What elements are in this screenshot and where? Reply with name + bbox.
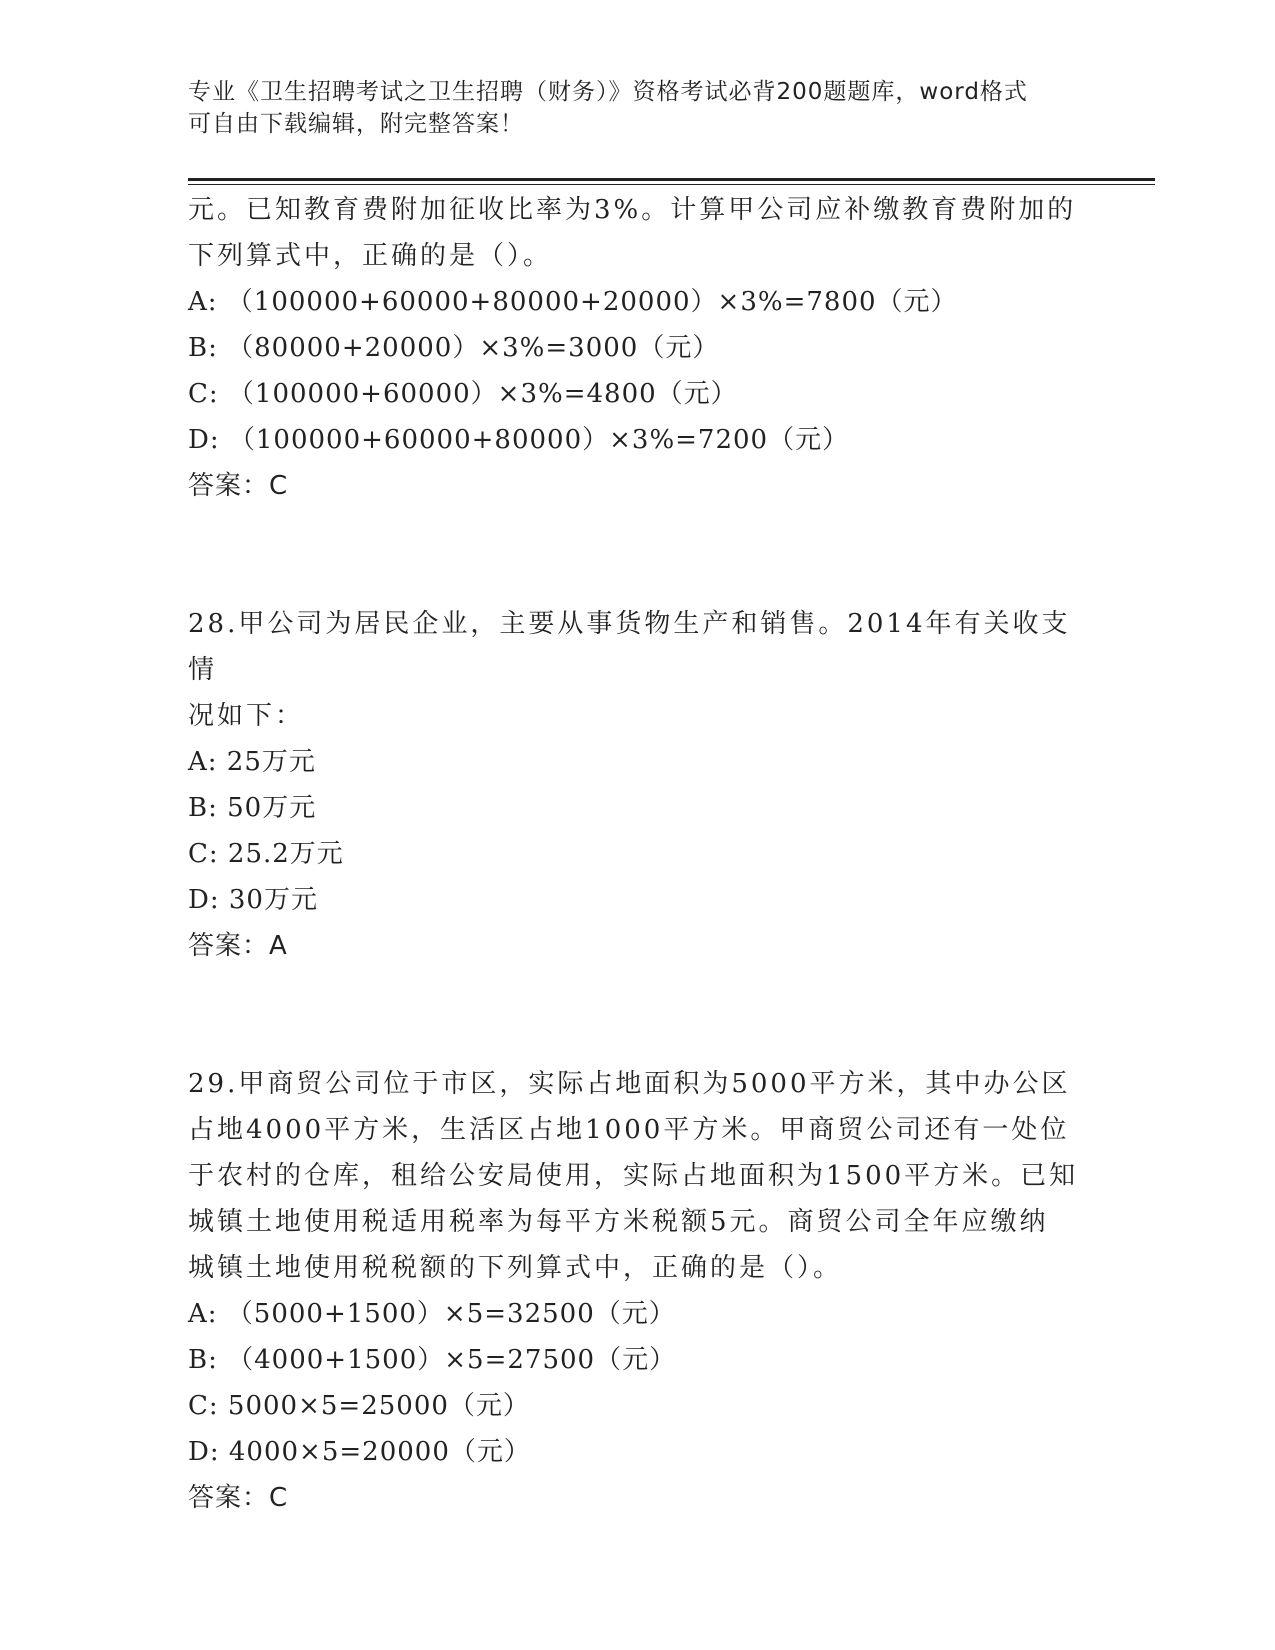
question-29-option-d: D: 4000×5=20000（元） [188, 1437, 531, 1467]
question-27-option-d: D: （100000+60000+80000）×3%=7200（元） [188, 425, 850, 455]
question-28-option-b: B: 50万元 [188, 793, 317, 823]
question-28 [188, 601, 1088, 969]
question-29-option-b: B: （4000+1500）×5=27500（元） [188, 1345, 677, 1375]
question-29-text-line-5: 城镇土地使用税税额的下列算式中，正确的是（）。 [188, 1253, 843, 1283]
question-27-text-line-1: 元。已知教育费附加征收比率为3%。计算甲公司应补缴教育费附加的 [188, 195, 1077, 225]
header-rule-thin [188, 184, 1155, 185]
question-29-text-line-4: 城镇土地使用税适用税率为每平方米税额5元。商贸公司全年应缴纳 [188, 1207, 1049, 1237]
question-29-text-line-3: 于农村的仓库，租给公安局使用，实际占地面积为1500平方米。已知 [188, 1161, 1079, 1191]
question-27-text-line-2: 下列算式中，正确的是（）。 [188, 241, 553, 271]
header-rule-thick [188, 178, 1155, 181]
question-29 [188, 1061, 1088, 1521]
question-28-text-line-1: 28.甲公司为居民企业，主要从事货物生产和销售。2014年有关收支情 [188, 609, 1071, 685]
question-list [188, 187, 1088, 1521]
question-28-option-d: D: 30万元 [188, 885, 318, 915]
question-29-option-c: C: 5000×5=25000（元） [188, 1391, 530, 1421]
question-29-text-line-1: 29.甲商贸公司位于市区，实际占地面积为5000平方米，其中办公区 [188, 1069, 1071, 1099]
question-27 [188, 187, 1088, 509]
question-27-option-b: B: （80000+20000）×3%=3000（元） [188, 333, 720, 363]
question-27-option-a: A: （100000+60000+80000+20000）×3%=7800（元） [188, 287, 958, 317]
question-29-answer: 答案：C [188, 1483, 289, 1513]
question-28-option-a: A: 25万元 [188, 747, 316, 777]
question-28-text-line-2: 况如下： [188, 701, 305, 731]
header-line-2: 可自由下载编辑，附完整答案！ [188, 111, 524, 137]
header-line-1: 专业《卫生招聘考试之卫生招聘（财务）》资格考试必背200题题库，word格式 [188, 79, 1028, 105]
question-29-text-line-2: 占地4000平方米，生活区占地1000平方米。甲商贸公司还有一处位 [188, 1115, 1070, 1145]
question-27-answer: 答案：C [188, 471, 289, 501]
question-28-answer: 答案：A [188, 931, 288, 961]
question-spacer [188, 509, 1088, 601]
question-28-option-c: C: 25.2万元 [188, 839, 344, 869]
page-header [188, 76, 1068, 140]
question-29-option-a: A: （5000+1500）×5=32500（元） [188, 1299, 676, 1329]
question-spacer [188, 969, 1088, 1061]
question-27-option-c: C: （100000+60000）×3%=4800（元） [188, 379, 738, 409]
